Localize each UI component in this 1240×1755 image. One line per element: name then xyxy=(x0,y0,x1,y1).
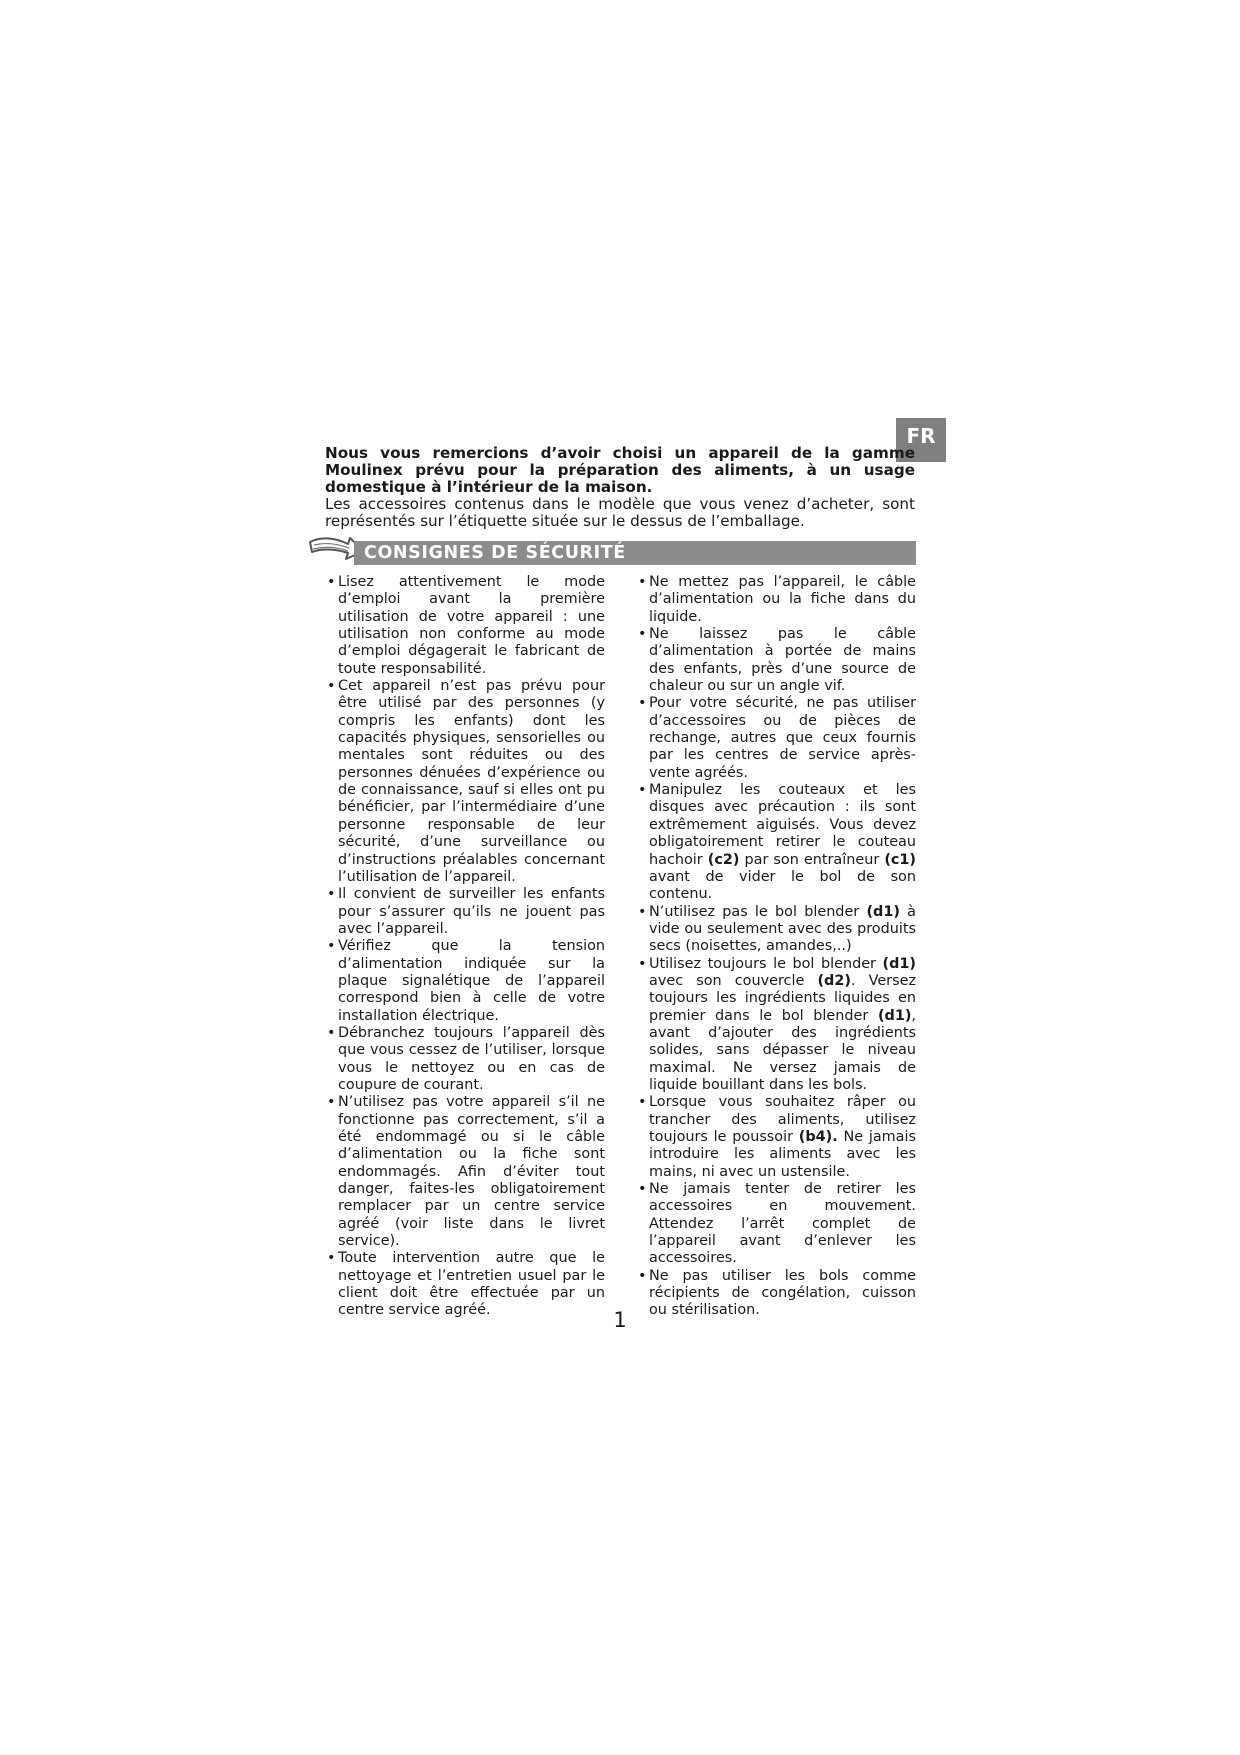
list-item-text: Ne laissez pas le câble d’alimentation à portée de mains des enfants, près d’une source de chaleur ou sur un angle vif. xyxy=(649,626,916,695)
list-item xyxy=(638,626,916,695)
list-item xyxy=(327,1094,605,1250)
list-item-text: Utilisez toujours le bol blender xyxy=(649,955,883,972)
list-item-text: Lorsque vous souhaitez râper ou trancher des aliments, utilisez toujours le poussoir xyxy=(649,1094,916,1145)
list-item xyxy=(327,574,605,678)
intro-paragraph xyxy=(325,445,915,530)
list-item xyxy=(638,782,916,903)
list-item-text: Pour votre sécurité, ne pas utiliser d’accessoires ou de pièces de rechange, autres que ceux fournis par les centres de service après-vente agréés. xyxy=(649,695,916,781)
list-item xyxy=(327,886,605,938)
right-column xyxy=(638,574,916,1320)
bullet-icon: • xyxy=(327,1024,336,1041)
bullet-icon: • xyxy=(638,782,647,799)
list-item-text: N’utilisez pas votre appareil s’il ne fonctionne pas correctement, s’il a été endommagé ou si le câble d’alimentation ou la fiche sont endommagés. Afin d’éviter tout danger, faites-les obligatoirement remplacer par un centre service agréé (voir liste dans le livret service). xyxy=(338,1094,605,1250)
bullet-icon: • xyxy=(327,1250,336,1267)
list-item-text: à vide ou seulement avec des produits secs (noisettes, amandes,..) xyxy=(649,903,916,955)
section-title: CONSIGNES DE SÉCURITÉ xyxy=(364,543,626,563)
list-item-text: Toute intervention autre que le nettoyage et l’entretien usuel par le client doit être effectuée par un centre service agréé. xyxy=(338,1250,605,1319)
bullet-icon: • xyxy=(638,574,647,590)
bullet-icon: • xyxy=(638,955,647,972)
bullet-icon: • xyxy=(638,626,647,643)
bullet-icon: • xyxy=(638,1181,647,1198)
list-item-text: Ne jamais tenter de retirer les accessoires en mouvement. Attendez l’arrêt complet de l’appareil avant d’enlever les accessoires. xyxy=(649,1181,916,1267)
language-badge: FR xyxy=(896,418,946,462)
bullet-icon: • xyxy=(638,1267,647,1284)
list-item xyxy=(638,574,916,626)
part-reference: (d1) xyxy=(882,955,916,972)
list-item-text: N’utilisez pas le bol blender xyxy=(649,903,867,920)
part-reference: (d2) xyxy=(817,972,851,989)
list-item-text: Vérifiez que la tension d’alimentation indiquée sur la plaque signalétique de l’appareil correspond bien à celle de votre installation électrique. xyxy=(338,938,605,1024)
intro-normal-text: Les accessoires contenus dans le modèle que vous venez d’acheter, sont représentés sur l’étiquette située sur le dessus de l’emballage. xyxy=(325,495,915,530)
list-item-text: Il convient de surveiller les enfants pour s’assurer qu’ils ne jouent pas avec l’appareil. xyxy=(338,886,605,937)
list-item-text: , avant d’ajouter des ingrédients solides, sans dépasser le niveau maximal. Ne versez jamais de liquide bouillant dans les bols. xyxy=(649,1007,916,1093)
list-item xyxy=(327,678,605,886)
left-safety-list xyxy=(327,574,605,1320)
bullet-icon: • xyxy=(638,903,647,920)
list-item xyxy=(638,956,916,1095)
list-item-text: Ne pas utiliser les bols comme récipients de congélation, cuisson ou stérilisation. xyxy=(649,1267,916,1319)
list-item xyxy=(638,1094,916,1181)
list-item-text: Ne mettez pas l’appareil, le câble d’alimentation ou la fiche dans du liquide. xyxy=(649,574,916,625)
left-column xyxy=(327,574,605,1320)
list-item-text: par son entraîneur xyxy=(739,851,885,868)
list-item-text: Cet appareil n’est pas prévu pour être utilisé par des personnes (y compris les enfants) dont les capacités physiques, sensorielles ou mentales sont réduites ou des personnes dénuées d’expérience ou de connaissance, sauf si elles ont pu bénéficier, par l’intermédiaire d’une personne responsable de leur sécurité, d’une surveillance ou d’instructions préalables concernant l’utilisation de l’appareil. xyxy=(338,678,605,885)
bullet-icon: • xyxy=(327,886,336,903)
bullet-icon: • xyxy=(327,574,336,590)
list-item-text: Manipulez les couteaux et les disques avec précaution : ils sont extrêmement aiguisés. Vous devez obligatoirement retirer le couteau hachoir xyxy=(649,782,916,868)
part-reference: (d1) xyxy=(877,1007,912,1024)
list-item xyxy=(638,904,916,956)
list-item-text: . Versez toujours les ingrédients liquides en premier dans le bol blender xyxy=(649,972,916,1024)
list-item xyxy=(638,1181,916,1268)
right-safety-list xyxy=(638,574,916,1320)
page-number: 1 xyxy=(613,1308,627,1332)
part-reference: (b4). xyxy=(798,1129,838,1145)
intro-bold-text: Nous vous remercions d’avoir choisi un appareil de la gamme Moulinex prévu pour la préparation des aliments, à un usage domestique à l’intérieur de la maison. xyxy=(325,444,915,496)
part-reference: (c2) xyxy=(707,851,740,868)
list-item-text: Débranchez toujours l’appareil dès que vous cessez de l’utiliser, lorsque vous le nettoyez ou en cas de coupure de courant. xyxy=(338,1024,605,1093)
bullet-icon: • xyxy=(327,938,336,955)
list-item xyxy=(327,1025,605,1094)
bullet-icon: • xyxy=(327,678,336,695)
list-item-text: Lisez attentivement le mode d’emploi avant la première utilisation de votre appareil : une utilisation non conforme au mode d’emploi dégagerait le fabricant de toute responsabilité. xyxy=(338,574,605,677)
list-item-text: Ne jamais introduire les aliments avec les mains, ni avec un ustensile. xyxy=(649,1129,916,1180)
list-item xyxy=(327,938,605,1025)
bullet-icon: • xyxy=(327,1094,336,1111)
bullet-icon: • xyxy=(638,1094,647,1111)
bullet-icon: • xyxy=(638,695,647,712)
list-item-text: avant de vider le bol de son contenu. xyxy=(649,868,916,903)
list-item xyxy=(638,695,916,782)
list-item-text: avec son couvercle xyxy=(649,972,818,989)
part-reference: (c1) xyxy=(884,851,917,868)
part-reference: (d1) xyxy=(866,903,900,920)
